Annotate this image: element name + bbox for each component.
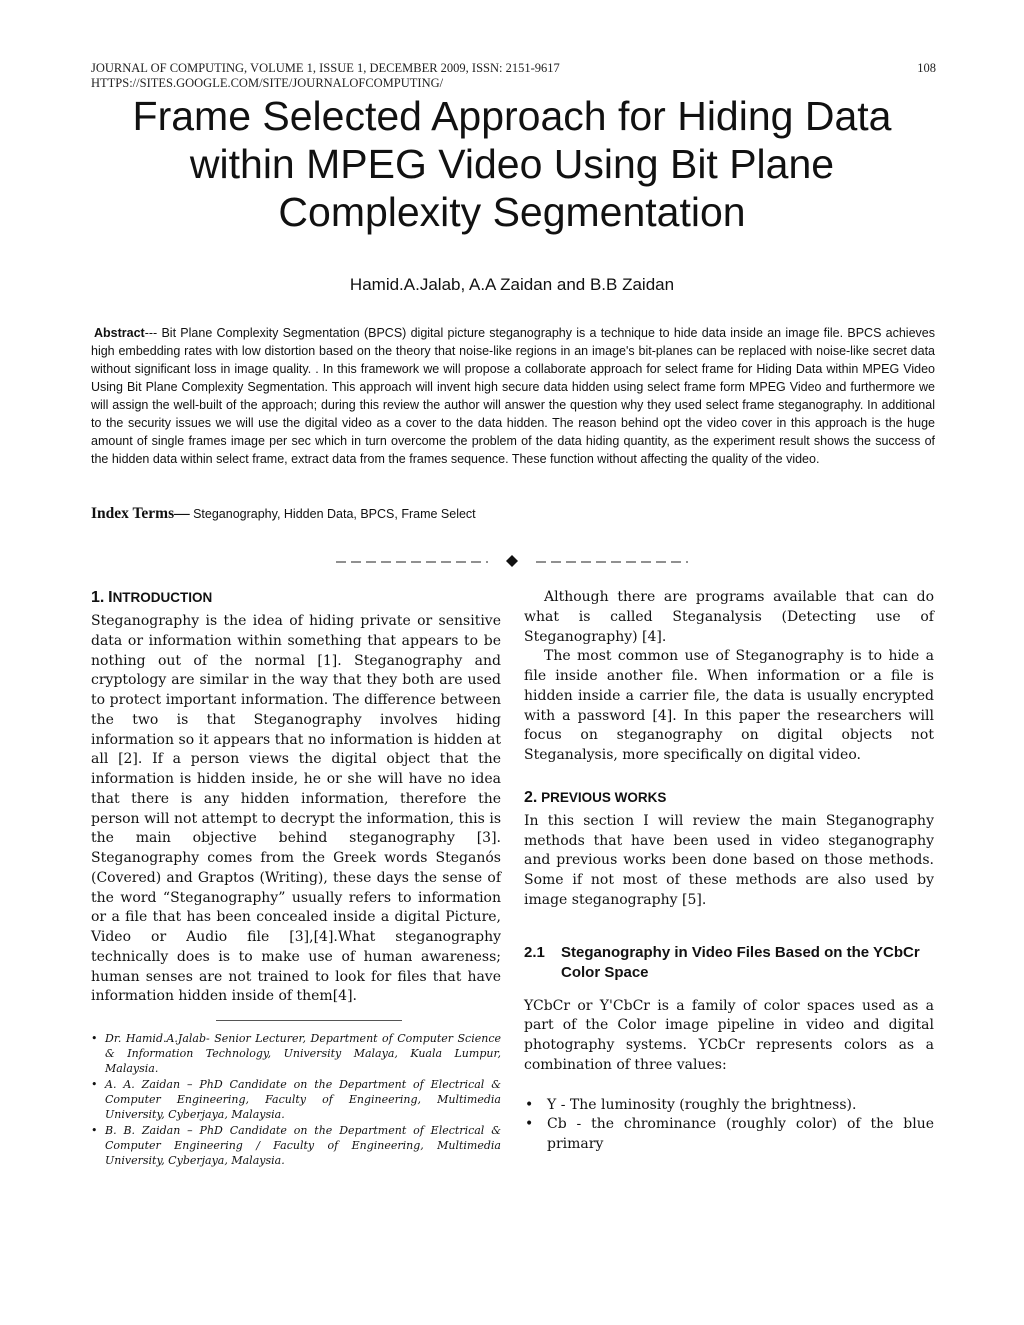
page-number: 108	[917, 61, 936, 75]
title-line-2: within MPEG Video Using Bit Plane	[189, 141, 835, 187]
footnote-rule	[216, 1020, 402, 1021]
index-terms-text: Steganography, Hidden Data, BPCS, Frame Select	[189, 507, 476, 521]
diamond-icon	[506, 555, 518, 567]
introduction-paragraph: Steganography is the idea of hiding private or sensitive data or information within something that appears to be nothing out of the normal [1]. Steganography and cryptology are similar in the way that they both are used to protect important information. The difference between the two is that Steganography involves hiding information so it appears that no information is hidden at all [2]. If a person views the digital object that the information is hidden inside, he or she will have no idea that there is any hidden information, therefore the person will not attempt to decrypt the information, this is the main objective behind steganography [3]. Steganography comes from the Greek words Steganós (Covered) and Graptos (Writing), these days the sense of the word “Steganography” usually refers to information or a file that has been concealed inside a digital Picture, Video or Audio file [3],[4].What steganography technically does is to make use of human awareness; human senses are not trained to look for files that have information hidden inside of them[4].	[91, 613, 501, 1005]
title-line-3: Complexity Segmentation	[278, 189, 746, 235]
index-terms-dash: —	[174, 505, 190, 522]
section-separator	[336, 551, 688, 571]
intro-continued-paragraph-1: Although there are programs available that can do what is called Steganalysis (Detecting use of Steganography) [4].	[524, 589, 934, 645]
left-column	[91, 588, 501, 1169]
journal-line: JOURNAL OF COMPUTING, VOLUME 1, ISSUE 1, DECEMBER 2009, ISSN: 2151-9617	[91, 61, 560, 75]
footnote-item: • A. A. Zaidan – PhD Candidate on the Department of Electrical & Computer Engineering, Faculty of Engineering, Multimedia University, Cyberjaya, Malaysia.	[91, 1077, 501, 1122]
ycbcr-paragraph: YCbCr or Y'CbCr is a family of color spaces used as a part of the Color image pipeline in video and digital photography systems. YCbCr represents colors as a combination of three values:	[524, 997, 934, 1073]
abstract	[91, 324, 935, 468]
abstract-text: --- Bit Plane Complexity Segmentation (BPCS) digital picture steganography is a technique to hide data inside an image file. BPCS achieves high embedding rates with low distortion based on the theory that noise-like regions in an image's bit-planes can be replaced with noise-like secret data without significant loss in image quality. . In this framework we will propose a collaborate approach for select frame for Hiding Data within MPEG Video Using Bit Plane Complexity Segmentation. This approach will invent high secure data hidden using select frame form MPEG Video and furthermore we will assign the well-built of the approach; during this review the author will answer the question why they used select frame steganography. In additional to the security issues we will use the digital video as a cover to the data hidden. The reason behind opt the video cover in this approach is the huge amount of single frames image per sec which in turn overcome the problem of the data hiding quantity, as the experiment result shows the success of the hidden data within select frame, extract data from the frames sequence. These function without affecting the quality of the video.	[91, 326, 935, 466]
paper-title	[90, 92, 934, 236]
previous-works-paragraph: In this section I will review the main Steganography methods that have been used in video steganography and previous works been done based on those methods. Some if not most of these methods are also used by image steganography [5].	[524, 812, 934, 908]
title-line-1: Frame Selected Approach for Hiding Data	[132, 93, 892, 139]
author-footnotes	[91, 1031, 501, 1168]
index-terms-label: Index Terms	[91, 505, 175, 522]
abstract-label: Abstract	[94, 326, 145, 340]
footnote-item: • Dr. Hamid.A.Jalab- Senior Lecturer, Department of Computer Science & Information Technology, University Malaya, Kuala Lumpur, Malaysia.	[91, 1031, 501, 1076]
section-heading-introduction: 1. INTRODUCTION	[91, 589, 213, 606]
index-terms	[91, 505, 935, 523]
subsection-heading-ycbcr: 2.1 Steganography in Video Files Based on the YCbCr Color Space	[524, 943, 920, 981]
list-item: • Y - The luminosity (roughly the brightness).	[524, 1096, 934, 1116]
running-header	[91, 61, 936, 91]
intro-continued-paragraph-2: The most common use of Steganography is to hide a file inside another file. When information or a file is hidden inside a carrier file, the data is usually encrypted with a password [4]. In this paper the researchers will focus on steganography on digital objects not Steganalysis, more specifically on digital video.	[524, 648, 934, 763]
author-list: Hamid.A.Jalab, A.A Zaidan and B.B Zaidan	[349, 275, 675, 294]
footnote-item: • B. B. Zaidan – PhD Candidate on the Department of Electrical & Computer Engineering / Faculty of Engineering, Multimedia University, Cyberjaya, Malaysia.	[91, 1123, 501, 1168]
right-column	[524, 588, 934, 1155]
list-item: • Cb - the chrominance (roughly color) of the blue primary	[524, 1115, 934, 1155]
journal-url: HTTPS://SITES.GOOGLE.COM/SITE/JOURNALOFCOMPUTING/	[91, 76, 444, 90]
section-heading-previous-works: 2. PREVIOUS WORKS	[524, 788, 667, 806]
ycbcr-value-list	[524, 1096, 934, 1155]
